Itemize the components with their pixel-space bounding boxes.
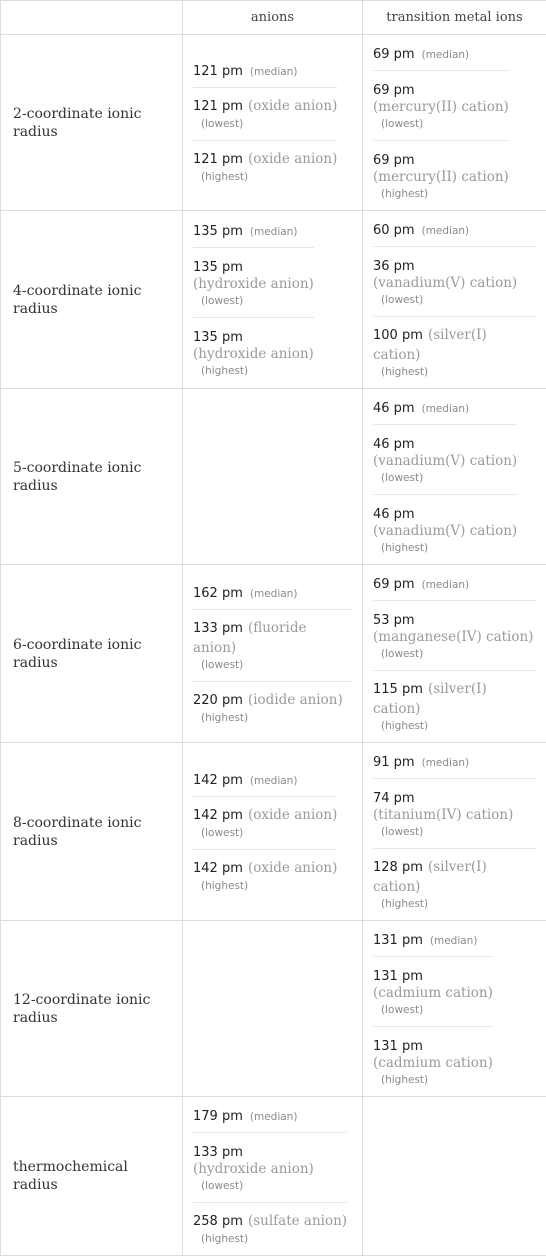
transition-metal-cell (363, 743, 546, 921)
highest-entry (373, 316, 536, 388)
median-entry (193, 574, 352, 609)
row-label: 12-coordinate ionic radius (1, 921, 183, 1097)
median-tag: (median) (422, 49, 470, 61)
table-row (1, 1097, 546, 1256)
median-entry (373, 35, 509, 70)
value: 121 pm (193, 152, 243, 167)
highest-entry (193, 317, 314, 387)
lowest-tag: (lowest) (373, 470, 517, 486)
transition-metal-cell (363, 921, 546, 1097)
header-blank (1, 1, 183, 35)
anions-cell (183, 743, 363, 921)
anions-cell (183, 1097, 363, 1256)
highest-tag: (highest) (373, 364, 536, 380)
highest-entry (193, 1202, 347, 1255)
species: (vanadium(V) cation) (373, 452, 517, 470)
species: (manganese(IV) cation) (373, 628, 536, 646)
value: 53 pm (373, 613, 415, 628)
species: (silver(I) cation) (373, 327, 487, 363)
value: 142 pm (193, 861, 243, 876)
species: (sulfate anion) (248, 1213, 347, 1229)
species: (cadmium cation) (373, 1054, 493, 1072)
value: 133 pm (193, 1145, 243, 1160)
highest-tag: (highest) (373, 896, 536, 912)
lowest-entry (373, 956, 493, 1026)
highest-tag: (highest) (193, 363, 314, 379)
highest-tag: (highest) (373, 540, 517, 556)
median-tag: (median) (250, 588, 298, 600)
lowest-entry (373, 600, 536, 670)
table-row (1, 921, 546, 1097)
species: (hydroxide anion) (193, 1160, 347, 1178)
median-entry (193, 52, 337, 87)
value: 69 pm (373, 577, 415, 592)
species: (hydroxide anion) (193, 275, 314, 293)
transition-metal-cell (363, 565, 546, 743)
species: (cadmium cation) (373, 984, 493, 1002)
value: 162 pm (193, 586, 243, 601)
lowest-tag: (lowest) (193, 825, 337, 841)
value: 91 pm (373, 755, 415, 770)
species: (oxide anion) (248, 98, 337, 114)
lowest-entry (193, 87, 337, 140)
lowest-tag: (lowest) (193, 657, 352, 673)
lowest-entry (193, 247, 314, 317)
transition-metal-cell (363, 389, 546, 565)
table-row (1, 389, 546, 565)
median-entry (373, 389, 517, 424)
value: 36 pm (373, 259, 415, 274)
species: (hydroxide anion) (193, 345, 314, 363)
median-entry (193, 761, 337, 796)
lowest-entry (193, 796, 337, 849)
value: 69 pm (373, 83, 415, 98)
median-entry (373, 921, 493, 956)
value: 220 pm (193, 693, 243, 708)
lowest-entry (193, 1132, 347, 1202)
highest-tag: (highest) (373, 1072, 493, 1088)
table-row (1, 743, 546, 921)
row-label: 8-coordinate ionic radius (1, 743, 183, 921)
value: 128 pm (373, 860, 423, 875)
anions-cell (183, 35, 363, 211)
species: (titanium(IV) cation) (373, 806, 536, 824)
lowest-tag: (lowest) (193, 1178, 347, 1194)
highest-tag: (highest) (193, 1231, 347, 1247)
median-tag: (median) (422, 403, 470, 415)
median-entry (373, 565, 536, 600)
highest-entry (373, 140, 509, 210)
highest-tag: (highest) (373, 718, 536, 734)
species: (mercury(II) cation) (373, 168, 509, 186)
lowest-entry (193, 609, 352, 681)
highest-entry (373, 848, 536, 920)
value: 115 pm (373, 682, 423, 697)
median-tag: (median) (422, 225, 470, 237)
value: 46 pm (373, 507, 415, 522)
row-label: 4-coordinate ionic radius (1, 211, 183, 389)
transition-metal-cell (363, 35, 546, 211)
value: 135 pm (193, 224, 243, 239)
transition-metal-cell-empty (363, 1097, 546, 1256)
header-transition-metal-ions: transition metal ions (363, 1, 546, 35)
value: 133 pm (193, 621, 243, 636)
species: (iodide anion) (248, 692, 343, 708)
table-row (1, 35, 546, 211)
value: 46 pm (373, 401, 415, 416)
median-tag: (median) (250, 66, 298, 78)
value: 135 pm (193, 330, 243, 345)
table-row (1, 211, 546, 389)
species: (oxide anion) (248, 860, 337, 876)
lowest-tag: (lowest) (373, 1002, 493, 1018)
lowest-entry (373, 778, 536, 848)
highest-tag: (highest) (193, 710, 352, 726)
anions-cell-empty (183, 389, 363, 565)
row-label: 2-coordinate ionic radius (1, 35, 183, 211)
value: 60 pm (373, 223, 415, 238)
highest-entry (193, 849, 337, 902)
value: 69 pm (373, 153, 415, 168)
value: 121 pm (193, 99, 243, 114)
header-anions: anions (183, 1, 363, 35)
row-label: thermochemical radius (1, 1097, 183, 1256)
highest-tag: (highest) (193, 878, 337, 894)
median-entry (193, 212, 314, 247)
value: 142 pm (193, 773, 243, 788)
value: 135 pm (193, 260, 243, 275)
value: 69 pm (373, 47, 415, 62)
value: 100 pm (373, 328, 423, 343)
value: 121 pm (193, 64, 243, 79)
value: 142 pm (193, 808, 243, 823)
row-label: 6-coordinate ionic radius (1, 565, 183, 743)
median-tag: (median) (250, 775, 298, 787)
highest-entry (193, 681, 352, 734)
highest-entry (373, 670, 536, 742)
lowest-entry (373, 424, 517, 494)
value: 131 pm (373, 969, 423, 984)
lowest-tag: (lowest) (193, 116, 337, 132)
median-tag: (median) (250, 1111, 298, 1123)
value: 74 pm (373, 791, 415, 806)
highest-entry (193, 140, 337, 193)
anions-cell (183, 211, 363, 389)
transition-metal-cell (363, 211, 546, 389)
highest-tag: (highest) (373, 186, 509, 202)
lowest-tag: (lowest) (373, 646, 536, 662)
header-row (1, 1, 546, 35)
median-entry (193, 1097, 347, 1132)
species: (silver(I) cation) (373, 681, 487, 717)
value: 131 pm (373, 933, 423, 948)
median-tag: (median) (430, 935, 478, 947)
species: (vanadium(V) cation) (373, 522, 517, 540)
value: 258 pm (193, 1214, 243, 1229)
lowest-tag: (lowest) (373, 292, 536, 308)
row-label: 5-coordinate ionic radius (1, 389, 183, 565)
median-entry (373, 211, 536, 246)
species: (oxide anion) (248, 807, 337, 823)
value: 179 pm (193, 1109, 243, 1124)
species: (silver(I) cation) (373, 859, 487, 895)
anions-cell (183, 565, 363, 743)
highest-entry (373, 494, 517, 564)
median-tag: (median) (422, 579, 470, 591)
species: (mercury(II) cation) (373, 98, 509, 116)
table-row (1, 565, 546, 743)
median-tag: (median) (422, 757, 470, 769)
species: (oxide anion) (248, 151, 337, 167)
highest-entry (373, 1026, 493, 1096)
lowest-tag: (lowest) (193, 293, 314, 309)
lowest-entry (373, 70, 509, 140)
lowest-tag: (lowest) (373, 824, 536, 840)
median-entry (373, 743, 536, 778)
lowest-tag: (lowest) (373, 116, 509, 132)
lowest-entry (373, 246, 536, 316)
value: 131 pm (373, 1039, 423, 1054)
median-tag: (median) (250, 226, 298, 238)
value: 46 pm (373, 437, 415, 452)
anions-cell-empty (183, 921, 363, 1097)
species: (vanadium(V) cation) (373, 274, 536, 292)
highest-tag: (highest) (193, 169, 337, 185)
species: (fluoride anion) (193, 620, 306, 656)
